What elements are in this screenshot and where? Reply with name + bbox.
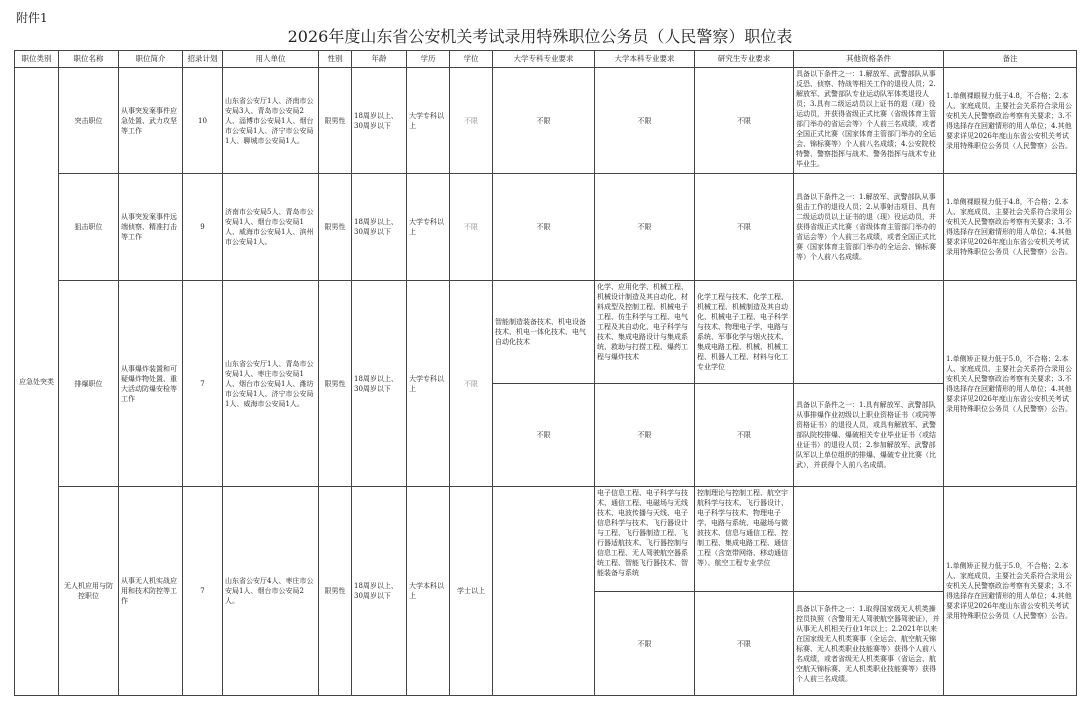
header-cell: 备注 <box>944 51 1077 68</box>
other-conditions-cell <box>794 281 944 384</box>
age-cell: 18周岁以上、30周岁以下 <box>352 68 407 174</box>
yjs-major-cell: 不限 <box>695 592 794 696</box>
table-row <box>15 281 1077 384</box>
header-cell: 职位名称 <box>59 51 119 68</box>
remark-cell: 1.单侧矫正视力低于5.0，不合格；2.本人、家庭成员、主要社会关系符合录用公安机关人民警察政治考察有关要求；3.不得选择存在回避情形的用人单位；4.其他要求详见2026年度山东省公安机关考试录用特殊职位公务员（人民警察）公告。 <box>944 487 1077 696</box>
bk-major-cell: 不限 <box>595 384 695 487</box>
other-conditions-cell <box>794 487 944 592</box>
degree-cell: 不限 <box>450 281 493 487</box>
header-cell: 学位 <box>450 51 493 68</box>
plan-count: 7 <box>183 487 223 696</box>
remark-cell: 1.单侧裸眼视力低于4.8，不合格；2.本人、家庭成员、主要社会关系符合录用公安机关人民警察政治考察有关要求；3.不得选择存在回避情形的用人单位；4.其他要求详见2026年度山东省公安机关考试录用特殊职位公务员（人民警察）公告。 <box>944 174 1077 281</box>
position-intro: 从事突发案事件应急处置、武力攻坚等工作 <box>119 68 183 174</box>
yjs-major-cell: 化学工程与技术、化学工程、机械工程、机械制造及其自动化、机械电子工程、电子科学与技术、物理电子学、电路与系统、军事化学与烟火技术、集成电路工程、机械、机械工程、机器人工程、材料与化工专业学位 <box>695 281 794 384</box>
zk-major-cell: 智能制造装备技术、机电设备技术、机电一体化技术、电气自动化技术 <box>493 281 595 384</box>
position-intro: 从事爆炸装置和可疑爆炸物处置、重大活动防爆安检等工作 <box>119 281 183 487</box>
edu-cell: 大学专科以上 <box>407 174 450 281</box>
gender-cell: 限男性 <box>319 487 352 696</box>
units-cell: 济南市公安局5人、青岛市公安局1人、烟台市公安局1人、威海市公安局1人、滨州市公安局1人。 <box>223 174 319 281</box>
yjs-major-cell: 不限 <box>695 174 794 281</box>
plan-count: 7 <box>183 281 223 487</box>
position-name: 排爆职位 <box>59 281 119 487</box>
position-name: 狙击职位 <box>59 174 119 281</box>
gender-cell: 限男性 <box>319 281 352 487</box>
age-cell: 18周岁以上、30周岁以下 <box>352 281 407 487</box>
zk-major-cell: 不限 <box>493 68 595 174</box>
header-cell: 性别 <box>319 51 352 68</box>
gender-cell: 限男性 <box>319 68 352 174</box>
category-cell: 应急处突类 <box>15 68 59 696</box>
units-cell: 山东省公安厅1人、济南市公安局3人、青岛市公安局2人、淄博市公安局1人、烟台市公安局1人、济宁市公安局1人、聊城市公安局1人。 <box>223 68 319 174</box>
bk-major-cell: 不限 <box>595 592 695 696</box>
yjs-major-cell: 控制理论与控制工程、航空宇航科学与技术、飞行器设计、电子科学与技术、物理电子学、电路与系统、电磁场与微波技术、信息与通信工程、控制工程、集成电路工程、通信工程（含宽带网络、移动通信等）、航空工程专业学位 <box>695 487 794 592</box>
degree-cell: 不限 <box>450 68 493 174</box>
header-cell: 职位简介 <box>119 51 183 68</box>
remark-cell: 1.单侧裸眼视力低于4.8，不合格；2.本人、家庭成员、主要社会关系符合录用公安机关人民警察政治考察有关要求；3.不得选择存在回避情形的用人单位；4.其他要求详见2026年度山东省公安机关考试录用特殊职位公务员（人民警察）公告。 <box>944 68 1077 174</box>
header-cell: 其他资格条件 <box>794 51 944 68</box>
other-conditions-text: 具备以下条件之一：1.解放军、武警部队从事反恐、侦察、特战等相关工作的退役人员；2.解放军、武警部队专业运动队军体类退役人员；3.具有二级运动员以上证书的退（现）役运动员，并获得省级正式比赛（省级体育主管部门举办的省运会等）个人前三名成绩，或者全国正式比赛（国家体育主管部门举办的全运会、锦标赛等）个人前八名成绩；4.公安院校特警、警察指挥与战术、警务指挥与战术专业毕业生。 <box>796 70 936 168</box>
bk-major-cell: 电子信息工程、电子科学与技术、通信工程、电磁场与无线技术、电波传播与天线、电子信息科学与技术、飞行器设计与工程、飞行器制造工程、飞行器适航技术、飞行器控制与信息工程、无人驾驶航空器系统工程、智能飞行器技术、智能装备与系统 <box>595 487 695 592</box>
table-row <box>15 487 1077 592</box>
header-cell: 年龄 <box>352 51 407 68</box>
position-intro: 从事突发案事件远端侦察、精准打击等工作 <box>119 174 183 281</box>
header-cell: 职位类别 <box>15 51 59 68</box>
edu-cell: 大学专科以上 <box>407 68 450 174</box>
position-name: 无人机应用与防控职位 <box>59 487 119 696</box>
yjs-major-cell: 不限 <box>695 68 794 174</box>
header-cell: 用人单位 <box>223 51 319 68</box>
plan-count: 9 <box>183 174 223 281</box>
other-conditions-cell: 具备以下条件之一：1.具有解放军、武警部队从事排爆作业初级以上职业资格证书（或同等资格证书）的退役人员，或具有解放军、武警部队院校排爆、爆破相关专业毕业证书（或结业证书）的退役人员；2.参加解放军、武警部队军以上单位组织的排爆、爆破专业比赛（比武），并获得个人前八名成绩。 <box>794 384 944 487</box>
units-cell: 山东省公安厅4人、枣庄市公安局1人、烟台市公安局2人。 <box>223 487 319 696</box>
position-table <box>14 50 1077 696</box>
header-cell: 学历 <box>407 51 450 68</box>
edu-cell: 大学本科以上 <box>407 487 450 696</box>
bk-major-cell: 不限 <box>595 68 695 174</box>
position-name: 突击职位 <box>59 68 119 174</box>
plan-count: 10 <box>183 68 223 174</box>
bk-major-cell: 不限 <box>595 174 695 281</box>
zk-major-cell: 不限 <box>493 174 595 281</box>
header-cell: 大学本科专业要求 <box>595 51 695 68</box>
edu-cell: 大学专科以上 <box>407 281 450 487</box>
other-conditions-cell <box>794 68 944 174</box>
other-conditions-cell: 具备以下条件之一：1.取得国家级无人机类操控员执照（含警用无人驾驶航空器驾驶证），并从事无人机相关行业1年以上；2.2021年以来在国家级无人机类赛事（全运会、航空航天锦标赛、无人机类职业技能赛等）获得个人前八名成绩，或者省级无人机类赛事（省运会、航空航天锦标赛、无人机类职业技能赛等）获得个人前三名成绩。 <box>794 592 944 696</box>
age-cell: 18周岁以上、30周岁以下 <box>352 487 407 696</box>
gender-cell: 限男性 <box>319 174 352 281</box>
zk-major-cell: 不限 <box>493 384 595 487</box>
yjs-major-cell: 不限 <box>695 384 794 487</box>
bk-major-cell: 化学、应用化学、机械工程、机械设计制造及其自动化、材料成型及控制工程、机械电子工程、仿生科学与工程、电气工程及其自动化、电子科学与技术、集成电路设计与集成系统、救助与打捞工程、爆药工程与爆炸技术 <box>595 281 695 384</box>
units-cell: 山东省公安厅1人、青岛市公安局1人、枣庄市公安局1人、烟台市公安局1人、潍坊市公安局1人、济宁市公安局1人、威海市公安局1人。 <box>223 281 319 487</box>
zk-major-cell <box>493 487 595 696</box>
header-cell: 大学专科专业要求 <box>493 51 595 68</box>
header-row <box>15 51 1077 68</box>
table-row <box>15 68 1077 174</box>
header-cell: 招录计划 <box>183 51 223 68</box>
degree-cell: 学士以上 <box>450 487 493 696</box>
table-row <box>15 174 1077 281</box>
header-cell: 研究生专业要求 <box>695 51 794 68</box>
annex-label: 附件1 <box>16 11 48 25</box>
remark-cell: 1.单侧矫正视力低于5.0，不合格；2.本人、家庭成员、主要社会关系符合录用公安机关人民警察政治考察有关要求；3.不得选择存在回避情形的用人单位；4.其他要求详见2026年度山东省公安机关考试录用特殊职位公务员（人民警察）公告。 <box>944 281 1077 487</box>
age-cell: 18周岁以上、30周岁以下 <box>352 174 407 281</box>
degree-cell: 不限 <box>450 174 493 281</box>
position-intro: 从事无人机实战应用和技术防控等工作 <box>119 487 183 696</box>
page-title: 2026年度山东省公安机关考试录用特殊职位公务员（人民警察）职位表 <box>287 27 793 46</box>
other-conditions-cell: 具备以下条件之一：1.解放军、武警部队从事狙击工作的退役人员；2.从事射击项目、具有二级运动员以上证书的退（现）役运动员，并获得省级正式比赛（省级体育主管部门举办的省运会等）个人前三名成绩，或者全国正式比赛（国家体育主管部门举办的全运会、锦标赛等）个人前八名成绩。 <box>794 174 944 281</box>
